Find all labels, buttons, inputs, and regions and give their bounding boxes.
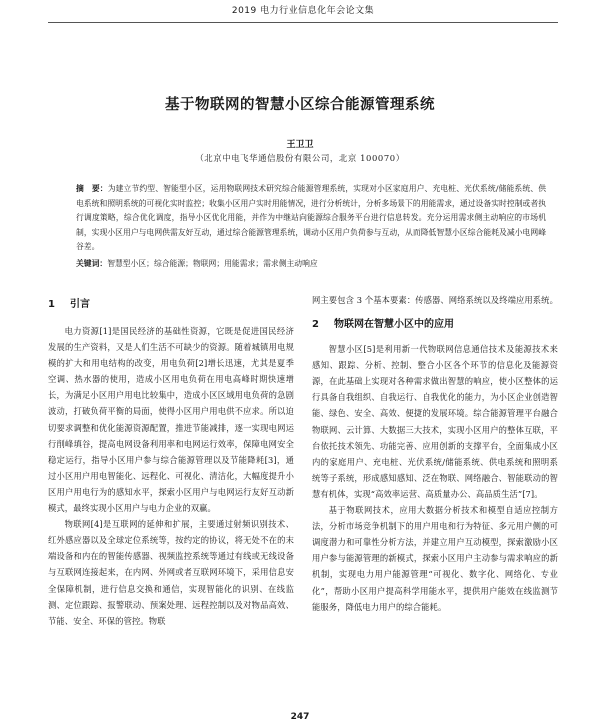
section-2-number: 2 <box>312 319 319 331</box>
section-2-heading <box>312 315 558 335</box>
abstract-label: 摘 要： <box>76 184 108 193</box>
section-1-title: 引言 <box>70 299 90 310</box>
iot-elements-paragraph: 网主要包含 3 个基本要素：传感器、网络系统以及终端应用系统。 <box>312 295 558 305</box>
section-2-title: 物联网在智慧小区中的应用 <box>334 319 454 331</box>
section-1-number: 1 <box>48 299 55 310</box>
iot-analysis-paragraph: 基于物联网技术，应用大数据分析技术和模型自适应控制方法，分析市场竞争机制下的用户用电和行为特征、多元用户侧的可调度潜力和可靠性分析方法，并建立用户互动模型，探索激励小区用户参与能源管理的新模式，探索小区用户主动参与需求响应的新机制，实现电力用户能源管理“可视化、数字化、网络化、专业化”，帮助小区用户提高科学用能水平，提供用户能效在线监测节能服务，降低电力用户的综合能耗。 <box>312 505 558 612</box>
paper-title: 基于物联网的智慧小区综合能源管理系统 <box>165 97 435 113</box>
keywords <box>76 257 546 272</box>
right-column <box>312 292 558 615</box>
author-name: 王卫卫 <box>286 140 314 150</box>
left-column <box>48 295 294 629</box>
smart-community-paragraph: 智慧小区[5]是利用新一代物联网信息通信技术及能源技术来感知、跟踪、分析、控制、整合小区各个环节的信息化及能源资源，在此基础上实现对各种需求做出智慧的响应，使小区整体的运行具备自我组织、自我运行、自我优化的能力，为小区企业创造智能、绿色、安全、高效、便捷的发展环境。综合能源管理平台融合物联网、云计算、大数据三大技术，实现小区用户的整体互联，平台依托技术领先、功能完善、应用创新的支撑平台，全面集成小区内的家庭用户、充电桩、光伏系统/储能系统、供电系统和照明系统等子系统，形成感知感知、泛在物联、网络融合、智能联动的智慧有机体，实现“高效率运营、高质量办公、高品质生活”[7]。 <box>312 344 558 499</box>
intro-paragraph-2: 物联网[4]是互联网的延伸和扩展，主要通过射频识别技术、红外感应器以及全球定位系统等，按约定的协议，将无处不在的末端设备和内在的智能传感器、视频监控系统等通过有线或无线设备与互联网连接起来，在内网、外网或者互联网环境下，采用信息安全保障机制，进行信息交换和通信，实现智能化的识别、在线监测、定位跟踪、报警联动、预案处理、远程控制以及对物品高效、节能、安全、环保的管控。物联 <box>48 519 294 626</box>
section-1-heading <box>48 295 294 315</box>
author-affiliation: （北京中电飞华通信股份有限公司，北京 100070） <box>195 153 405 163</box>
running-header: 2019 电力行业信息化年会论文集 <box>48 0 558 23</box>
keywords-text: 智慧型小区；综合能源；物联网；用能需求；需求侧主动响应 <box>107 259 318 268</box>
intro-paragraph-1: 电力资源[1]是国民经济的基础性资源，它既是促进国民经济发展的生产资料，又是人们生活不可缺少的资源。随着城镇用电规模的扩大和用电结构的改变，用电负荷[2]增长迅速，尤其是夏季空调、热水器的使用，造成小区用电负荷在用电高峰时期快速增长，为满足小区用户用电比较集中，造成小区区域用电负荷的急剧波动，打破负荷平衡的局面，使得小区用户用电供不应求。所以迫切要求调整和优化能源资源配置，推进节能减排，逐一实现电网运行削峰填谷，提高电网设备利用率和电网运行效率，保障电网安全稳定运行，指导小区用户参与综合能源管理以及节能降耗[3]，通过小区用户用电智能化、远程化、可视化、清洁化，大幅度提升小区用户用电行为的感知水平，探索小区用户与电网运行友好互动新模式，最终实现小区用户与电力企业的双赢。 <box>48 326 294 514</box>
page-number: 247 <box>290 712 310 722</box>
keywords-label: 关键词： <box>76 259 108 268</box>
abstract-text: 为建立节约型、智能型小区，运用物联网技术研究综合能源管理系统，实现对小区家庭用户、充电桩、光伏系统/储能系统、供电系统和照明系统的可视化实时监控；收集小区用户实时用能情况，进行分析统计，分析多场景下的用能需求，通过设备实时控制或者执行调度策略，综合优化调度，指导小区优化用能，并作为中继站向能源综合服务平台进行信息转发。充分运用需求侧主动响应的市场机制，实现小区用户与电网供需友好互动，通过综合能源管理系统，调动小区用户负荷参与互动，从而降低智慧小区综合能耗及减小电网峰谷差。 <box>76 184 546 252</box>
abstract <box>76 182 546 255</box>
